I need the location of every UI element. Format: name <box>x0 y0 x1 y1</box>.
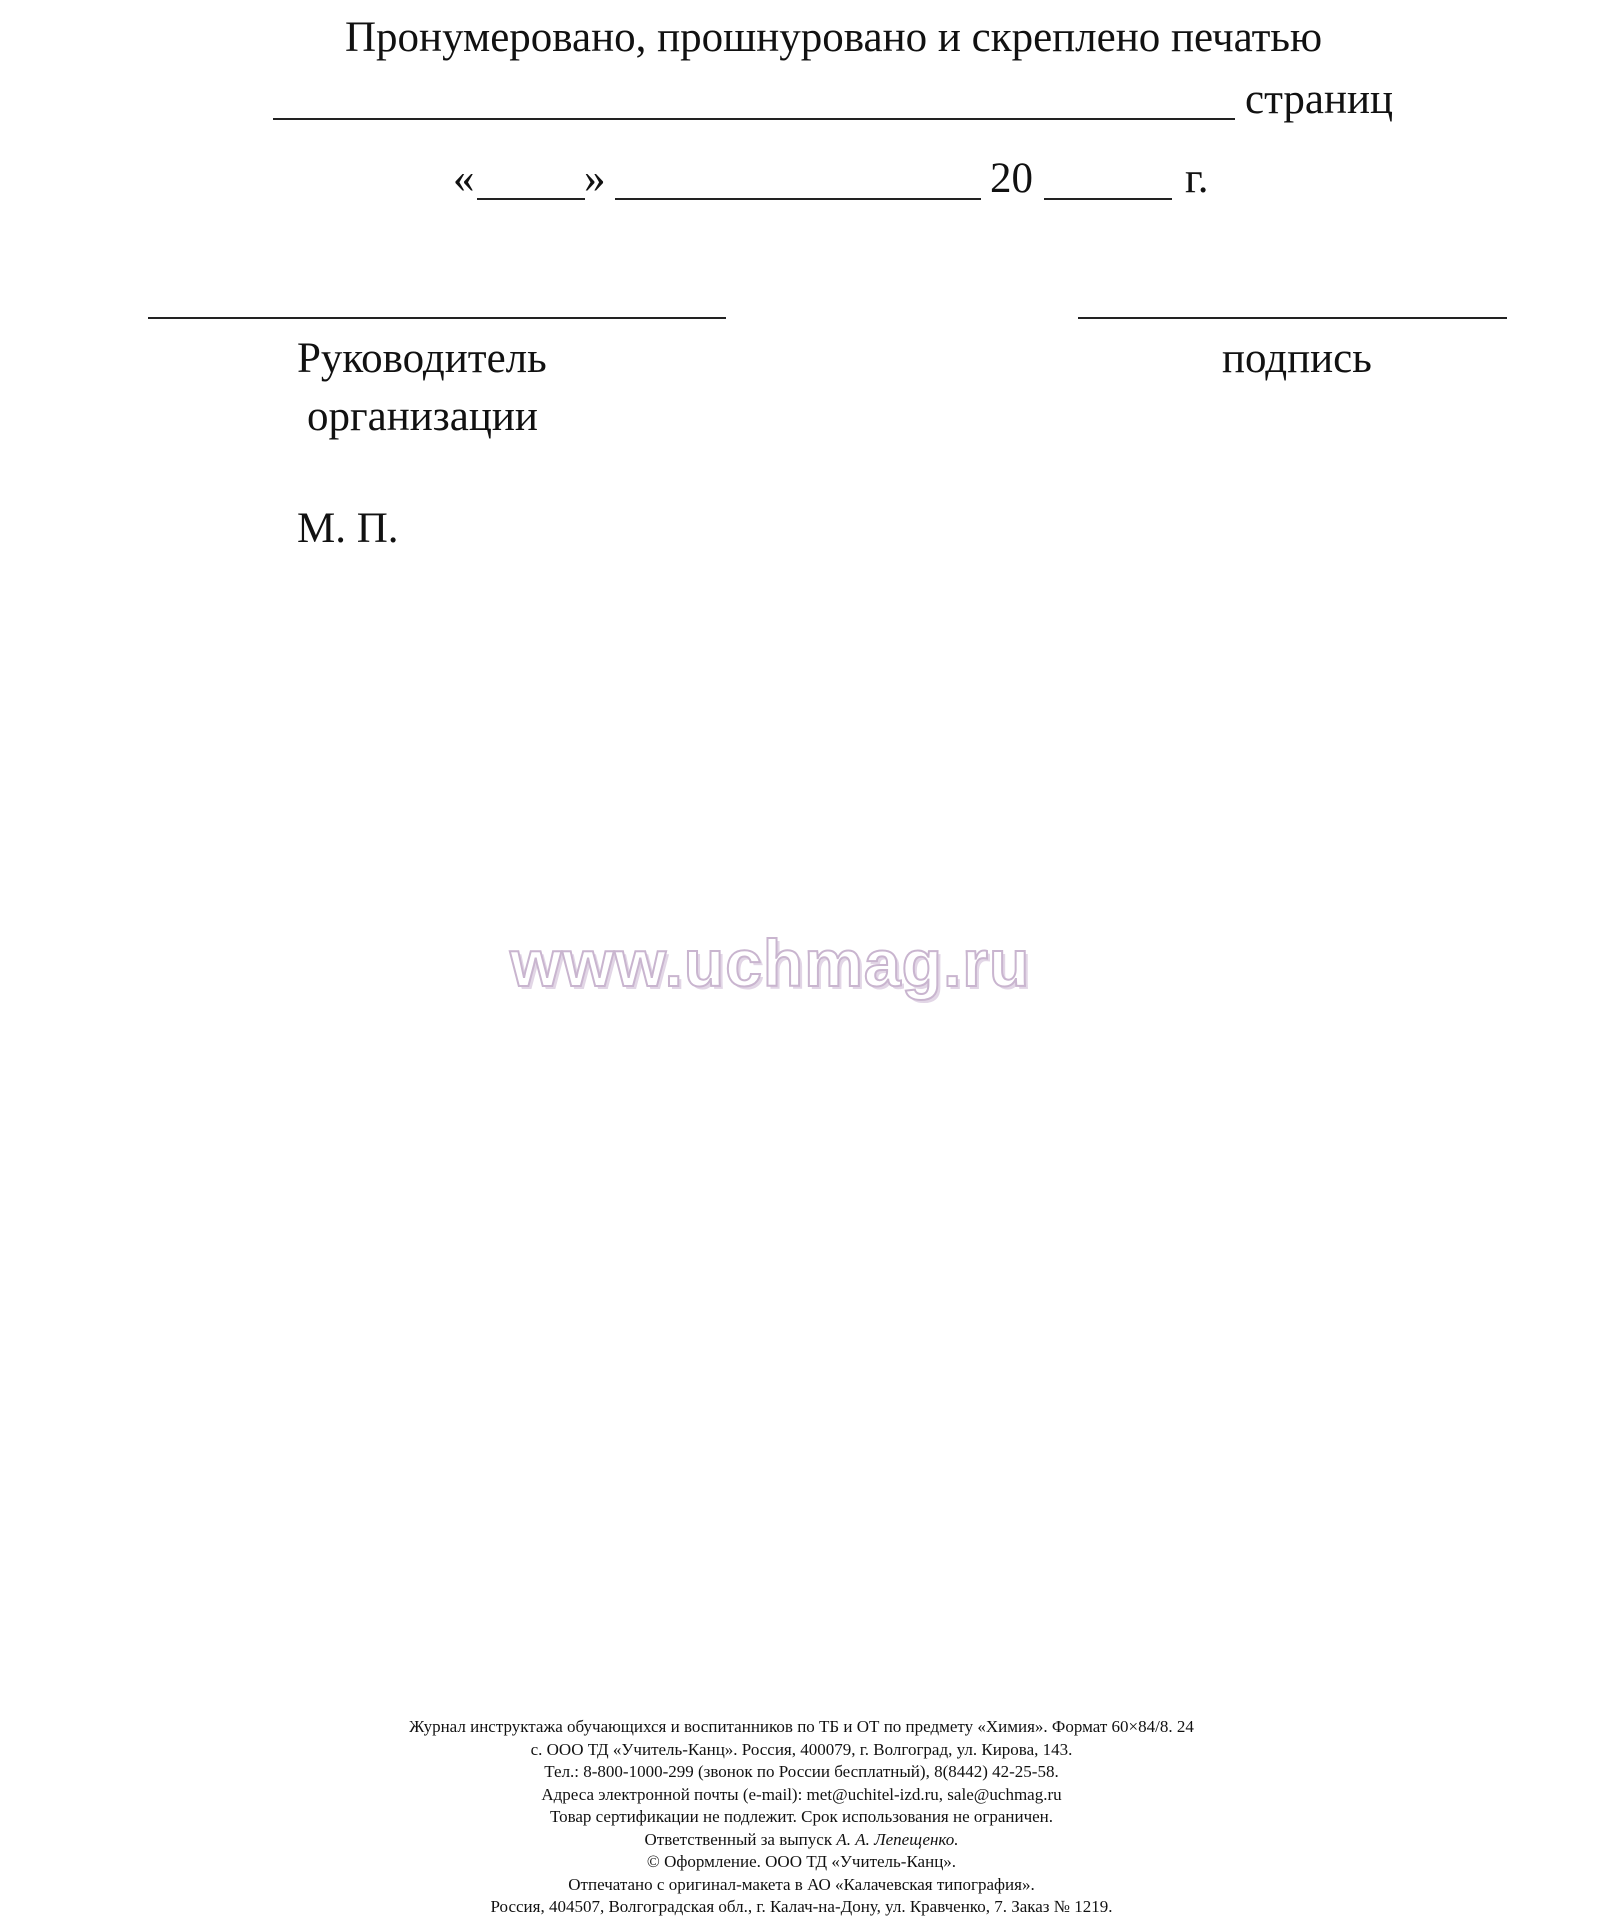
head-label-line1: Руководитель <box>297 335 547 382</box>
year-suffix: г. <box>1185 155 1209 202</box>
imprint-line <box>0 1829 1603 1852</box>
imprint-line: с. ООО ТД «Учитель-Канц». Россия, 400079, г. Волгоград, ул. Кирова, 143. <box>530 1739 1073 1759</box>
imprint-line: Отпечатано с оригинал-макета в АО «Калачевская типография». <box>568 1874 1035 1894</box>
year-prefix: 20 <box>990 155 1033 202</box>
imprint-line: Россия, 404507, Волгоградская обл., г. Калач-на-Дону, ул. Кравченко, 7. Заказ № 1219. <box>490 1897 1113 1916</box>
certification-heading: Пронумеровано, прошнуровано и скреплено печатью <box>345 14 1323 61</box>
day-blank-line[interactable] <box>477 198 585 200</box>
year-blank-line[interactable] <box>1044 198 1172 200</box>
responsible-label: Ответственный за выпуск <box>644 1829 833 1849</box>
head-name-blank-line[interactable] <box>148 317 726 319</box>
date-close-quote: » <box>584 155 606 202</box>
month-blank-line[interactable] <box>615 198 981 200</box>
head-label-line2: организации <box>307 393 538 440</box>
page-count-blank-line[interactable] <box>273 118 1235 120</box>
pages-suffix: страниц <box>1245 76 1394 123</box>
date-open-quote: « <box>453 155 475 202</box>
responsible-name: А. А. Лепещенко. <box>836 1829 959 1849</box>
watermark: www.uchmag.ru <box>510 926 1031 1000</box>
seal-place-label: М. П. <box>297 505 399 552</box>
imprint-line: Тел.: 8-800-1000-299 (звонок по России бесплатный), 8(8442) 42-25-58. <box>544 1762 1059 1781</box>
imprint-block <box>0 1716 1603 1919</box>
signature-label: подпись <box>1222 335 1372 382</box>
imprint-line: Товар сертификации не подлежит. Срок использования не ограничен. <box>549 1807 1054 1826</box>
imprint-line: Адреса электронной почты (e-mail): met@uchitel-izd.ru, sale@uchmag.ru <box>541 1784 1062 1804</box>
signature-blank-line[interactable] <box>1078 317 1507 319</box>
imprint-line: Журнал инструктажа обучающихся и воспитанников по ТБ и ОТ по предмету «Химия». Формат 60×84/8. 24 <box>409 1717 1194 1736</box>
imprint-line: © Оформление. ООО ТД «Учитель-Канц». <box>646 1852 957 1871</box>
